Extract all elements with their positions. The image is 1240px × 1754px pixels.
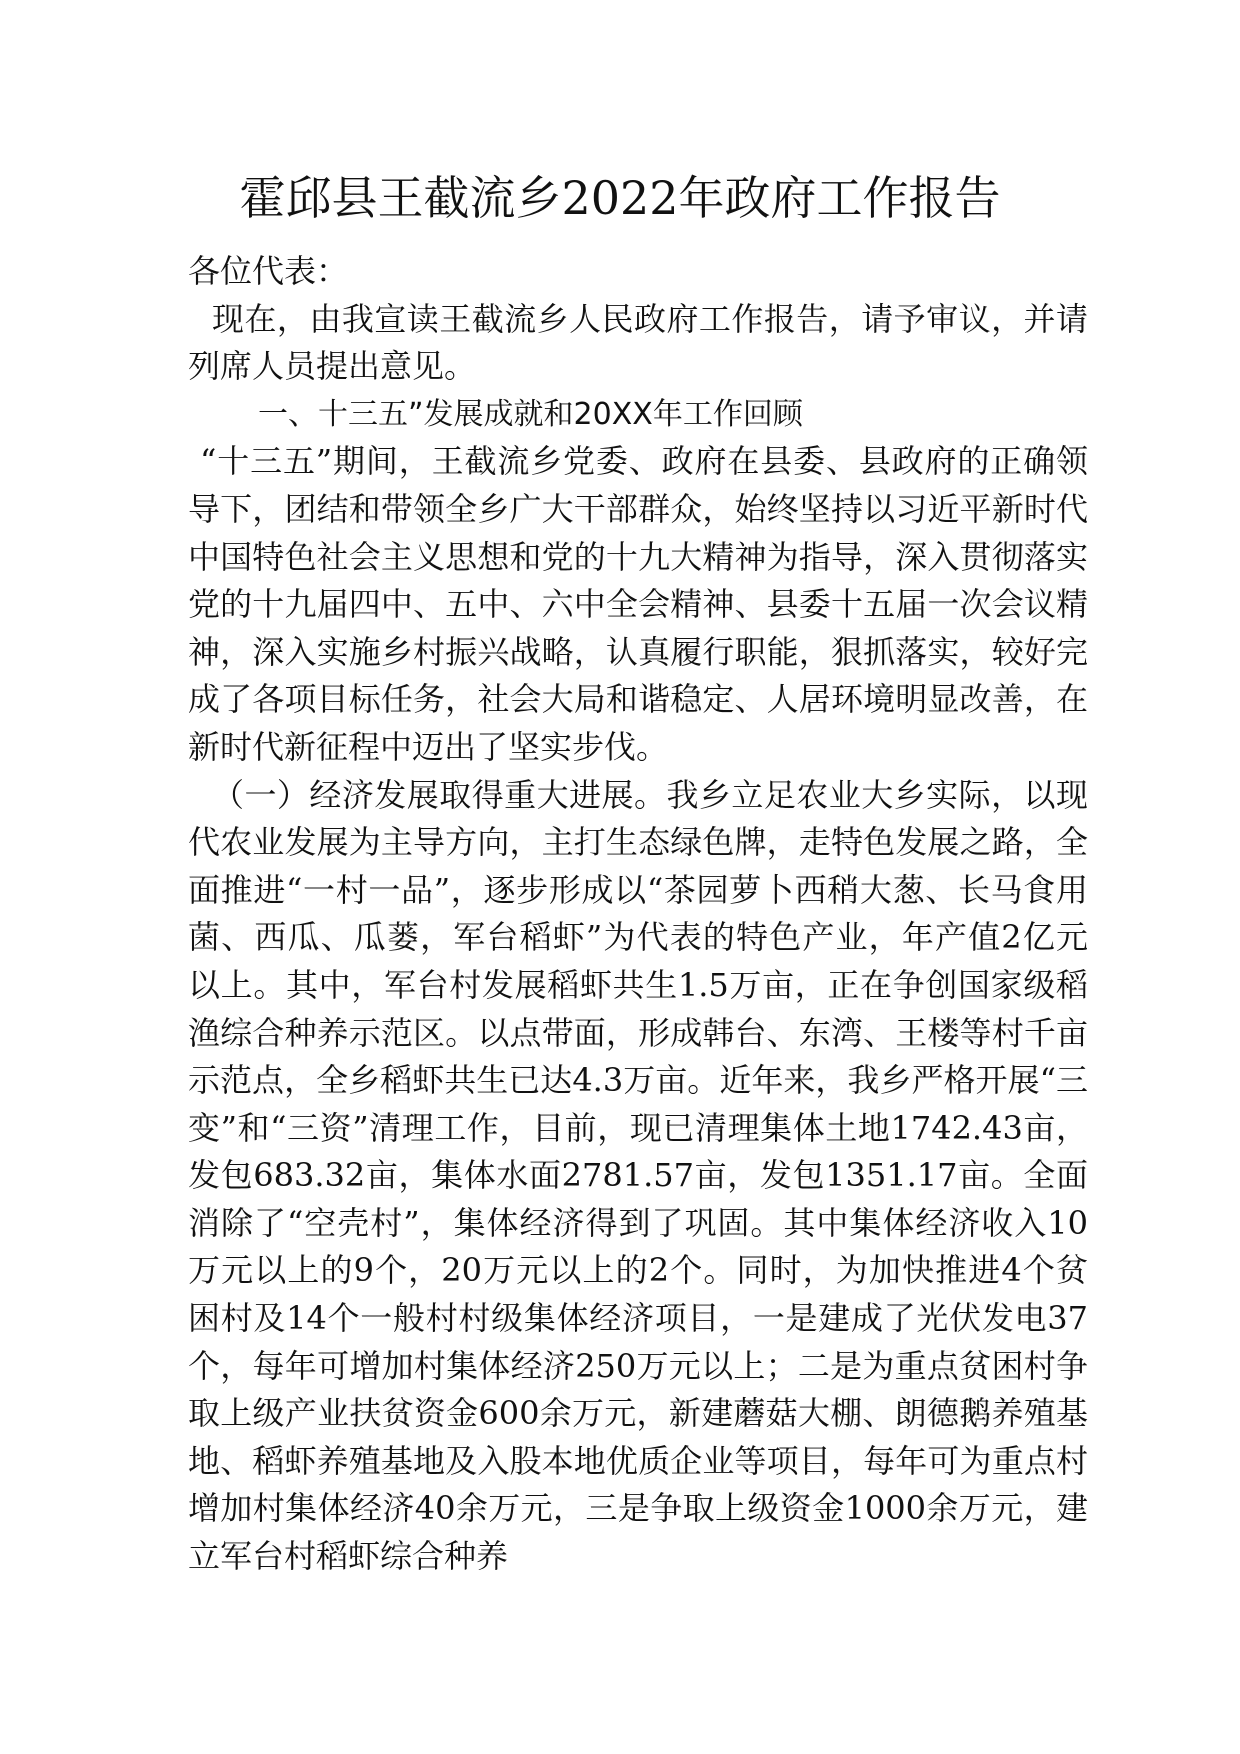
subsection-paragraph: （一）经济发展取得重大进展。我乡立足农业大乡实际，以现代农业发展为主导方向，主打生态绿色牌，走特色发展之路，全面推进“一村一品”，逐步形成以“茶园萝卜西稍大葱、长马食用菌、西瓜、瓜蒌，军台稻虾”为代表的特色产业，年产值2亿元以上。其中，军台村发展稻虾共生1.5万亩，正在争创国家级稻渔综合种养示范区。以点带面，形成韩台、东湾、王楼等村千亩示范点，全乡稻虾共生已达4.3万亩。近年来，我乡严格开展“三变”和“三资”清理工作，目前，现已清理集体土地1742.43亩，发包683.32亩，集体水面2781.57亩，发包1351.17亩。全面消除了“空壳村”，集体经济得到了巩固。其中集体经济收入10万元以上的9个，20万元以上的2个。同时，为加快推进4个贫困村及14个一般村村级集体经济项目，一是建成了光伏发电37个，每年可增加村集体经济250万元以上；二是为重点贫困村争取上级产业扶贫资金600余万元，新建蘑菇大棚、朗德鹅养殖基地、稻虾养殖基地及入股本地优质企业等项目，每年可为重点村增加村集体经济40余万元，三是争取上级资金1000余万元，建立军台村稻虾综合种养 (188, 775, 1088, 1576)
salutation: 各位代表： (188, 252, 349, 290)
document-title: 霍邱县王截流乡2022年政府工作报告 (239, 171, 1001, 225)
intro-paragraph: 现在，由我宣读王截流乡人民政府工作报告，请予审议，并请列席人员提出意见。 (188, 299, 1088, 386)
document-body (188, 248, 1088, 1581)
section-heading: 一、十三五”发展成就和20XX年工作回顾 (258, 396, 803, 432)
section-paragraph: “十三五”期间，王截流乡党委、政府在县委、县政府的正确领导下，团结和带领全乡广大干部群众，始终坚持以习近平新时代中国特色社会主义思想和党的十九大精神为指导，深入贯彻落实党的十九届四中、五中、六中全会精神、县委十五届一次会议精神，深入实施乡村振兴战略，认真履行职能，狠抓落实，较好完成了各项目标任务，社会大局和谐稳定、人居环境明显改善，在新时代新征程中迈出了坚实步伐。 (188, 442, 1088, 766)
